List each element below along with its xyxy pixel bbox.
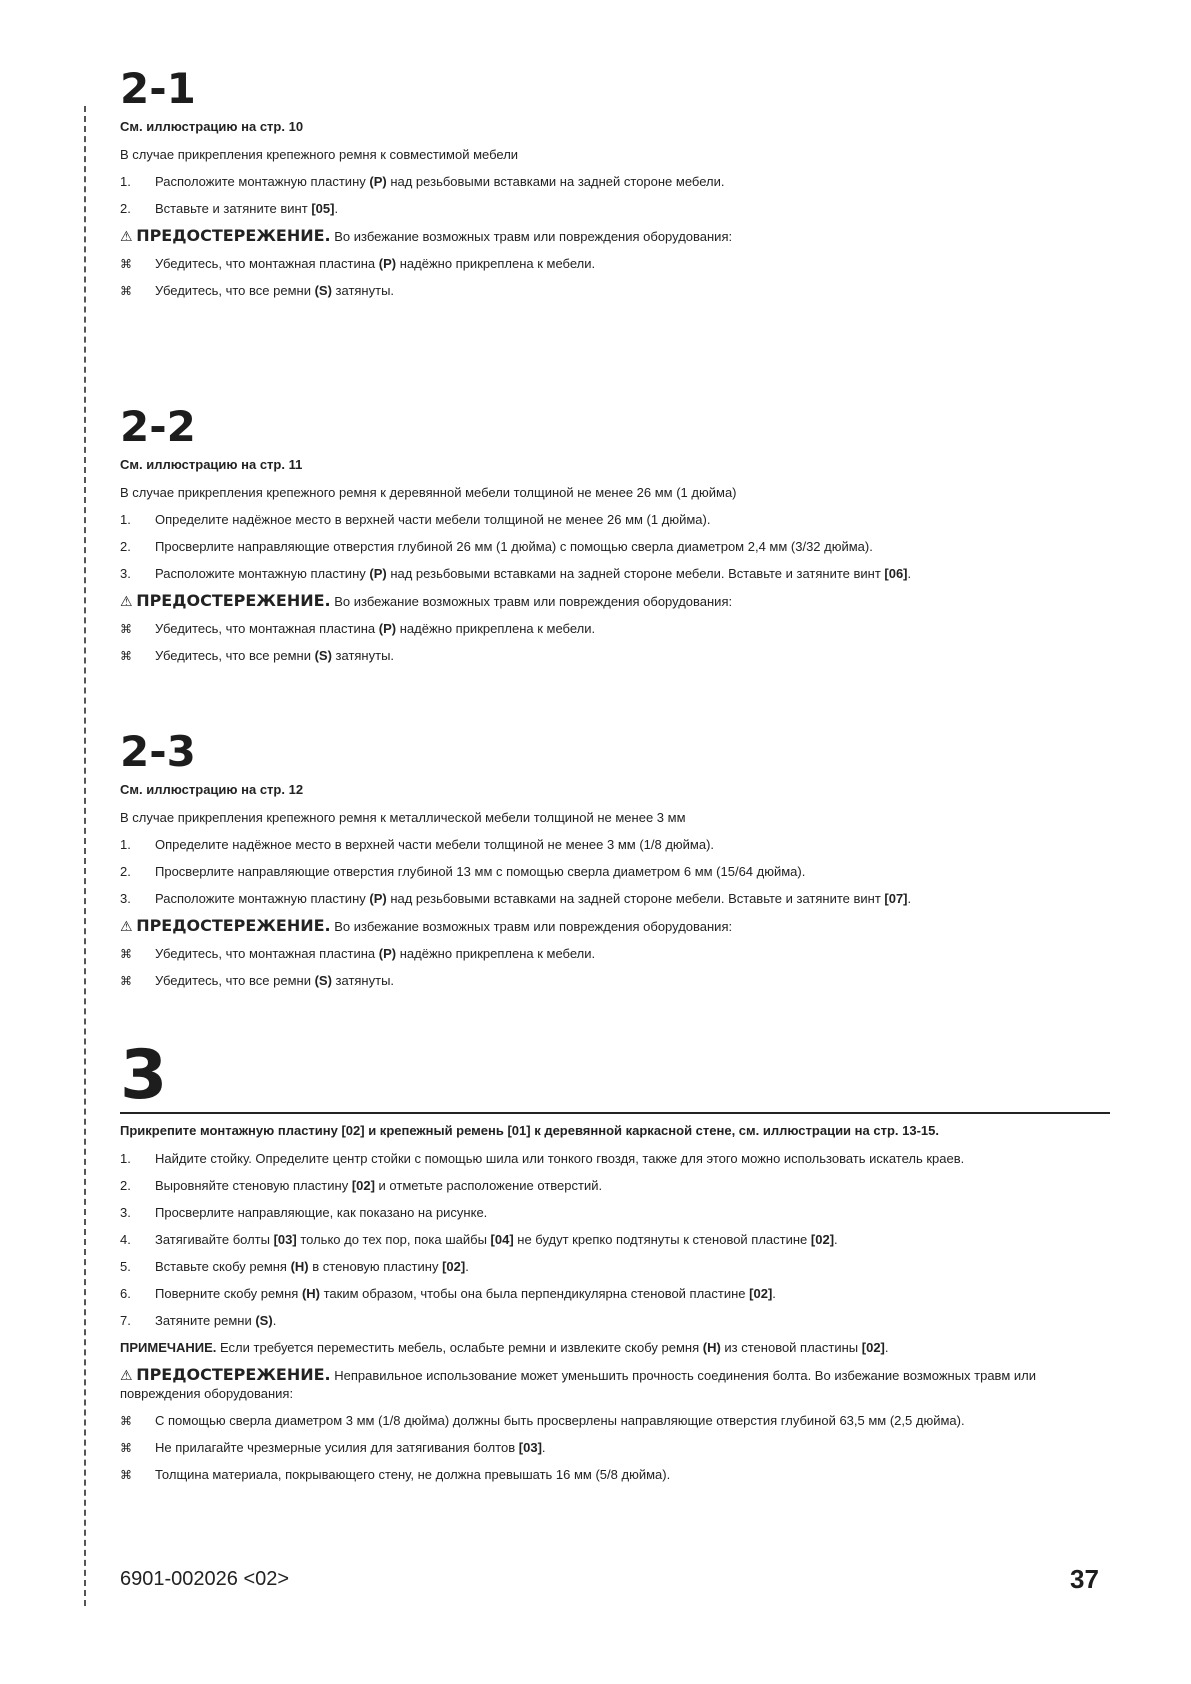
- steps-list: [120, 511, 1110, 583]
- bullet-item: [120, 1412, 1110, 1430]
- step-number: 2.: [120, 1178, 131, 1193]
- bullet-item: [120, 972, 1110, 990]
- warning-triangle-icon: ⚠: [120, 1367, 133, 1383]
- step-text: Выровняйте стеновую пластину [02] и отметьте расположение отверстий.: [155, 1178, 603, 1193]
- bullet-text: Убедитесь, что все ремни (S) затянуты.: [155, 283, 395, 298]
- step-number: 1.: [120, 174, 131, 189]
- star-bullet-icon: ⌘: [120, 622, 132, 636]
- star-bullet-icon: ⌘: [120, 649, 132, 663]
- caution-label: ПРЕДОСТЕРЕЖЕНИЕ.: [136, 226, 331, 245]
- step-text: Вставьте скобу ремня (H) в стеновую пластину [02].: [155, 1259, 469, 1274]
- warning-triangle-icon: ⚠: [120, 593, 133, 609]
- star-bullet-icon: ⌘: [120, 1468, 132, 1482]
- step-number: 3.: [120, 1205, 131, 1220]
- section-heading: 2-1: [120, 64, 196, 113]
- bullet-text: С помощью сверла диаметром 3 мм (1/8 дюйма) должны быть просверлены направляющие отверстия глубиной 63,5 мм (2,5 дюйма).: [155, 1413, 965, 1428]
- illustration-reference: Прикрепите монтажную пластину [02] и крепежный ремень [01] к деревянной каркасной стене, см. иллюстрации на стр. 13-15.: [120, 1123, 939, 1138]
- step-item: [120, 863, 1110, 881]
- bullet-text: Убедитесь, что все ремни (S) затянуты.: [155, 648, 395, 663]
- bullet-text: Убедитесь, что все ремни (S) затянуты.: [155, 973, 395, 988]
- step-item: [120, 565, 1110, 583]
- bullet-item: [120, 282, 1110, 300]
- star-bullet-icon: ⌘: [120, 974, 132, 988]
- step-text: Просверлите направляющие, как показано на рисунке.: [155, 1205, 488, 1220]
- caution-text: Во избежание возможных травм или повреждения оборудования:: [334, 594, 733, 609]
- section-2-1: [120, 64, 1110, 309]
- step-text: Определите надёжное место в верхней части мебели толщиной не менее 3 мм (1/8 дюйма).: [155, 837, 715, 852]
- step-text: Поверните скобу ремня (H) таким образом, чтобы она была перпендикулярна стеновой пластине [02].: [155, 1286, 776, 1301]
- section-heading: 2-2: [120, 402, 196, 451]
- bullet-item: [120, 647, 1110, 665]
- star-bullet-icon: ⌘: [120, 257, 132, 271]
- step-number: 3.: [120, 891, 131, 906]
- step-text: Затяните ремни (S).: [155, 1313, 277, 1328]
- section-3: [120, 1036, 1110, 1493]
- step-text: Расположите монтажную пластину (P) над резьбовыми вставками на задней стороне мебели.: [155, 174, 725, 189]
- step-text: Найдите стойку. Определите центр стойки с помощью шила или тонкого гвоздя, также для этого можно использовать искатель краев.: [155, 1151, 965, 1166]
- bullet-item: [120, 255, 1110, 273]
- warning-triangle-icon: ⚠: [120, 228, 133, 244]
- bullet-text: Убедитесь, что монтажная пластина (P) надёжно прикреплена к мебели.: [155, 621, 596, 636]
- intro-text: В случае прикрепления крепежного ремня к металлической мебели толщиной не менее 3 мм: [120, 810, 686, 825]
- section-heading: 3: [120, 1036, 168, 1115]
- steps-list: [120, 1150, 1110, 1330]
- section-2-3: [120, 727, 1110, 999]
- step-text: Расположите монтажную пластину (P) над резьбовыми вставками на задней стороне мебели. Вставьте и затяните винт [06].: [155, 566, 912, 581]
- step-number: 1.: [120, 512, 131, 527]
- caution-label: ПРЕДОСТЕРЕЖЕНИЕ.: [136, 591, 331, 610]
- note-label: ПРИМЕЧАНИЕ.: [120, 1340, 217, 1355]
- step-item: [120, 538, 1110, 556]
- caution-text: Неправильное использование может уменьшить прочность соединения болта. Во избежание возможных травм или повреждения оборудования:: [120, 1368, 1036, 1401]
- page-number: 37: [1070, 1564, 1099, 1594]
- star-bullet-icon: ⌘: [120, 1414, 132, 1428]
- section-2-2: [120, 402, 1110, 674]
- caution-block: [120, 227, 1110, 246]
- step-item: [120, 1204, 1110, 1222]
- step-text: Просверлите направляющие отверстия глубиной 13 мм с помощью сверла диаметром 6 мм (15/64 дюйма).: [155, 864, 806, 879]
- illustration-reference: См. иллюстрацию на стр. 11: [120, 457, 303, 472]
- intro-text: В случае прикрепления крепежного ремня к деревянной мебели толщиной не менее 26 мм (1 дюйма): [120, 485, 737, 500]
- caution-text: Во избежание возможных травм или повреждения оборудования:: [334, 229, 733, 244]
- caution-label: ПРЕДОСТЕРЕЖЕНИЕ.: [136, 916, 331, 935]
- step-item: [120, 1312, 1110, 1330]
- star-bullet-icon: ⌘: [120, 1441, 132, 1455]
- cut-line: [84, 106, 86, 1606]
- note-text: Если требуется переместить мебель, ослабьте ремни и извлеките скобу ремня (H) из стеновой пластины [02].: [220, 1340, 889, 1355]
- intro-text: В случае прикрепления крепежного ремня к совместимой мебели: [120, 147, 519, 162]
- step-number: 3.: [120, 566, 131, 581]
- bullet-text: Не прилагайте чрезмерные усилия для затягивания болтов [03].: [155, 1440, 546, 1455]
- step-item: [120, 836, 1110, 854]
- step-text: Вставьте и затяните винт [05].: [155, 201, 339, 216]
- document-code: 6901-002026 <02>: [120, 1568, 290, 1590]
- bullet-text: Убедитесь, что монтажная пластина (P) надёжно прикреплена к мебели.: [155, 946, 596, 961]
- bullet-text: Убедитесь, что монтажная пластина (P) надёжно прикреплена к мебели.: [155, 256, 596, 271]
- section-heading: 2-3: [120, 727, 196, 776]
- bullet-list: [120, 945, 1110, 990]
- step-text: Расположите монтажную пластину (P) над резьбовыми вставками на задней стороне мебели. Вставьте и затяните винт [07].: [155, 891, 912, 906]
- caution-block: [120, 917, 1110, 936]
- step-item: [120, 1285, 1110, 1303]
- step-item: [120, 1231, 1110, 1249]
- step-number: 2.: [120, 201, 131, 216]
- bullet-item: [120, 945, 1110, 963]
- caution-block: [120, 592, 1110, 611]
- step-item: [120, 890, 1110, 908]
- step-number: 1.: [120, 837, 131, 852]
- step-number: 6.: [120, 1286, 131, 1301]
- star-bullet-icon: ⌘: [120, 284, 132, 298]
- step-item: [120, 173, 1110, 191]
- bullet-item: [120, 1439, 1110, 1457]
- step-item: [120, 511, 1110, 529]
- note-block: [120, 1339, 1110, 1357]
- illustration-reference: См. иллюстрацию на стр. 10: [120, 119, 304, 134]
- step-number: 2.: [120, 539, 131, 554]
- star-bullet-icon: ⌘: [120, 947, 132, 961]
- step-item: [120, 1150, 1110, 1168]
- bullet-text: Толщина материала, покрывающего стену, не должна превышать 16 мм (5/8 дюйма).: [155, 1467, 671, 1482]
- bullet-list: [120, 255, 1110, 300]
- step-number: 2.: [120, 864, 131, 879]
- step-text: Просверлите направляющие отверстия глубиной 26 мм (1 дюйма) с помощью сверла диаметром 2,4 мм (3/32 дюйма).: [155, 539, 873, 554]
- bullet-item: [120, 1466, 1110, 1484]
- step-item: [120, 1258, 1110, 1276]
- illustration-reference: См. иллюстрацию на стр. 12: [120, 782, 304, 797]
- step-item: [120, 200, 1110, 218]
- caution-text: Во избежание возможных травм или повреждения оборудования:: [334, 919, 733, 934]
- step-number: 1.: [120, 1151, 131, 1166]
- step-number: 7.: [120, 1313, 131, 1328]
- bullet-list: [120, 620, 1110, 665]
- step-number: 5.: [120, 1259, 131, 1274]
- bullet-list: [120, 1412, 1110, 1484]
- steps-list: [120, 836, 1110, 908]
- caution-label: ПРЕДОСТЕРЕЖЕНИЕ.: [136, 1365, 331, 1384]
- step-text: Определите надёжное место в верхней части мебели толщиной не менее 26 мм (1 дюйма).: [155, 512, 711, 527]
- caution-block: [120, 1366, 1110, 1403]
- step-number: 4.: [120, 1232, 131, 1247]
- step-item: [120, 1177, 1110, 1195]
- step-text: Затягивайте болты [03] только до тех пор, пока шайбы [04] не будут крепко подтянуты к стеновой пластине [02].: [155, 1232, 838, 1247]
- warning-triangle-icon: ⚠: [120, 918, 133, 934]
- bullet-item: [120, 620, 1110, 638]
- heading-rule: [120, 1112, 1110, 1114]
- steps-list: [120, 173, 1110, 218]
